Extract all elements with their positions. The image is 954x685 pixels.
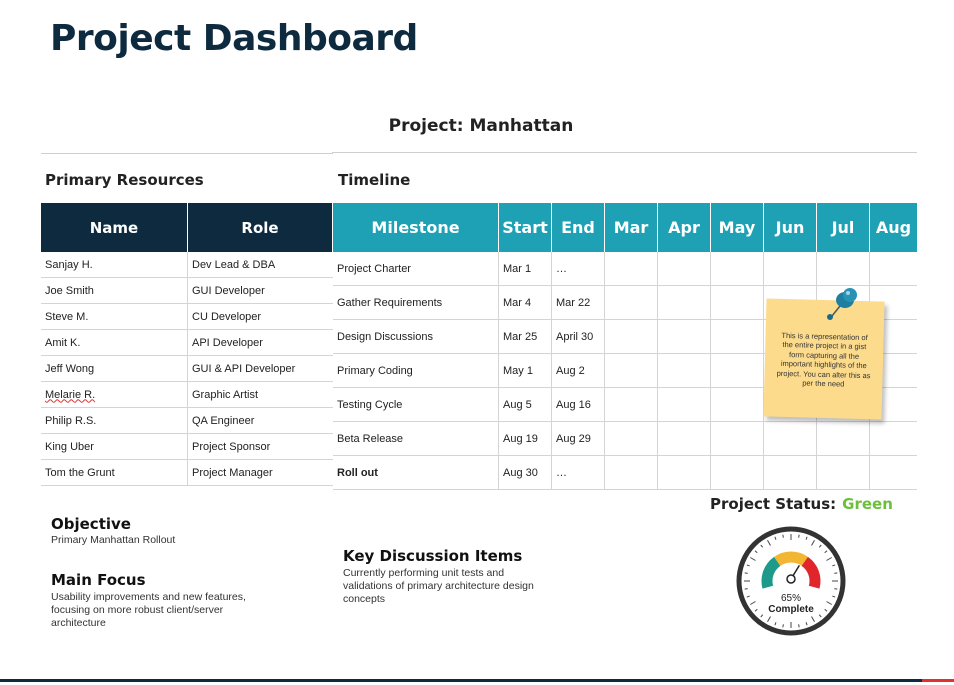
resource-role: QA Engineer: [188, 408, 333, 434]
month-cell: [605, 286, 658, 320]
table-row: [333, 252, 917, 286]
key-discussion-text: Currently performing unit tests and validations of primary architecture design concepts: [343, 567, 534, 606]
month-cell: [658, 422, 711, 456]
milestone-end: …: [552, 252, 605, 286]
milestone-start: Aug 30: [499, 456, 552, 490]
table-row: [41, 330, 333, 356]
gauge-tick: [834, 589, 837, 590]
timeline-heading: Timeline: [338, 171, 411, 189]
progress-gauge: [735, 525, 847, 637]
table-row: [41, 460, 333, 486]
resources-divider: [41, 153, 333, 154]
key-discussion-heading: Key Discussion Items: [343, 547, 523, 565]
col-header-may: May: [711, 203, 764, 252]
gauge-tick: [783, 624, 784, 627]
milestone-end: April 30: [552, 320, 605, 354]
gauge-caption: Complete: [768, 604, 814, 615]
resource-role: GUI & API Developer: [188, 356, 333, 382]
month-cell: [711, 354, 764, 388]
resource-name: [41, 382, 188, 408]
col-header-jul: Jul: [817, 203, 870, 252]
table-row: [41, 278, 333, 304]
objective-heading: Objective: [51, 515, 131, 533]
col-header-start: Start: [499, 203, 552, 252]
gauge-tick: [745, 573, 748, 574]
resource-name-text: Melarie R.: [45, 388, 96, 401]
pushpin-icon: [822, 286, 862, 322]
table-row: [41, 252, 333, 278]
resource-role: Graphic Artist: [188, 382, 333, 408]
resource-name: Sanjay H.: [41, 252, 188, 278]
main-focus-heading: Main Focus: [51, 571, 146, 589]
month-cell: [658, 320, 711, 354]
milestone-start: Mar 1: [499, 252, 552, 286]
gauge-tick: [834, 573, 837, 574]
month-cell: [817, 456, 870, 490]
month-cell: [658, 456, 711, 490]
resource-role: Project Sponsor: [188, 434, 333, 460]
resource-name: Amit K.: [41, 330, 188, 356]
milestone-start: Mar 4: [499, 286, 552, 320]
month-cell: [817, 422, 870, 456]
resource-name: Philip R.S.: [41, 408, 188, 434]
resource-role: API Developer: [188, 330, 333, 356]
milestone-end: Aug 16: [552, 388, 605, 422]
milestone-name: Roll out: [333, 456, 499, 490]
col-header-apr: Apr: [658, 203, 711, 252]
gauge-arc-yellow: [777, 557, 805, 561]
resources-table: [41, 203, 333, 486]
month-cell: [711, 252, 764, 286]
milestone-name: Project Charter: [333, 252, 499, 286]
gauge-percent: 65%: [780, 593, 802, 604]
gauge-tick: [799, 624, 800, 627]
table-row: [41, 382, 333, 408]
col-header-aug: Aug: [870, 203, 918, 252]
gauge-tick: [799, 535, 800, 538]
main-focus-text: Usability improvements and new features, focusing on more robust client/server architecture: [51, 591, 246, 630]
project-label: Project: Manhattan: [388, 116, 574, 136]
milestone-name: Beta Release: [333, 422, 499, 456]
gauge-hub: [787, 575, 795, 583]
month-cell: [870, 456, 918, 490]
header-divider: [332, 152, 917, 153]
month-cell: [658, 286, 711, 320]
resource-name: King Uber: [41, 434, 188, 460]
col-header-role: Role: [188, 203, 333, 252]
resource-role: Project Manager: [188, 460, 333, 486]
project-status: [710, 495, 893, 513]
col-header-mar: Mar: [605, 203, 658, 252]
month-cell: [605, 422, 658, 456]
footer-line: [0, 679, 954, 682]
milestone-start: May 1: [499, 354, 552, 388]
resource-role: GUI Developer: [188, 278, 333, 304]
milestone-name: Testing Cycle: [333, 388, 499, 422]
table-row: [41, 408, 333, 434]
month-cell: [764, 252, 817, 286]
month-cell: [711, 320, 764, 354]
month-cell: [711, 286, 764, 320]
resources-heading: Primary Resources: [45, 171, 204, 189]
milestone-start: Aug 19: [499, 422, 552, 456]
milestone-start: Aug 5: [499, 388, 552, 422]
month-cell: [711, 388, 764, 422]
col-header-milestone: Milestone: [333, 203, 499, 252]
milestone-end: Aug 2: [552, 354, 605, 388]
page-title: Project Dashboard: [50, 18, 418, 59]
col-header-name: Name: [41, 203, 188, 252]
month-cell: [870, 252, 918, 286]
gauge-tick: [745, 589, 748, 590]
milestone-start: Mar 25: [499, 320, 552, 354]
month-cell: [764, 456, 817, 490]
milestone-end: Mar 22: [552, 286, 605, 320]
milestone-name: Primary Coding: [333, 354, 499, 388]
month-cell: [764, 422, 817, 456]
month-cell: [870, 422, 918, 456]
col-header-end: End: [552, 203, 605, 252]
month-cell: [658, 388, 711, 422]
month-cell: [605, 354, 658, 388]
month-cell: [605, 388, 658, 422]
table-row: [333, 422, 917, 456]
gauge-tick: [783, 535, 784, 538]
month-cell: [711, 456, 764, 490]
status-value: Green: [842, 495, 893, 513]
table-row: [41, 304, 333, 330]
resource-role: Dev Lead & DBA: [188, 252, 333, 278]
status-label: Project Status:: [710, 495, 837, 513]
resource-name: Jeff Wong: [41, 356, 188, 382]
milestone-name: Design Discussions: [333, 320, 499, 354]
resource-name: Joe Smith: [41, 278, 188, 304]
milestone-name: Gather Requirements: [333, 286, 499, 320]
col-header-jun: Jun: [764, 203, 817, 252]
resource-name: Tom the Grunt: [41, 460, 188, 486]
month-cell: [605, 252, 658, 286]
month-cell: [658, 252, 711, 286]
month-cell: [711, 422, 764, 456]
month-cell: [658, 354, 711, 388]
resource-name: Steve M.: [41, 304, 188, 330]
table-row: [41, 434, 333, 460]
sticky-note-text: This is a representation of the entire project in a gist form capturing all the important highlights of the project. You can alter this as per the need: [776, 330, 871, 389]
table-row: [41, 356, 333, 382]
month-cell: [817, 252, 870, 286]
objective-text: Primary Manhattan Rollout: [51, 534, 176, 546]
footer-accent: [922, 679, 954, 682]
milestone-end: Aug 29: [552, 422, 605, 456]
resource-role: CU Developer: [188, 304, 333, 330]
milestone-end: …: [552, 456, 605, 490]
month-cell: [605, 320, 658, 354]
table-row: [333, 456, 917, 490]
month-cell: [605, 456, 658, 490]
